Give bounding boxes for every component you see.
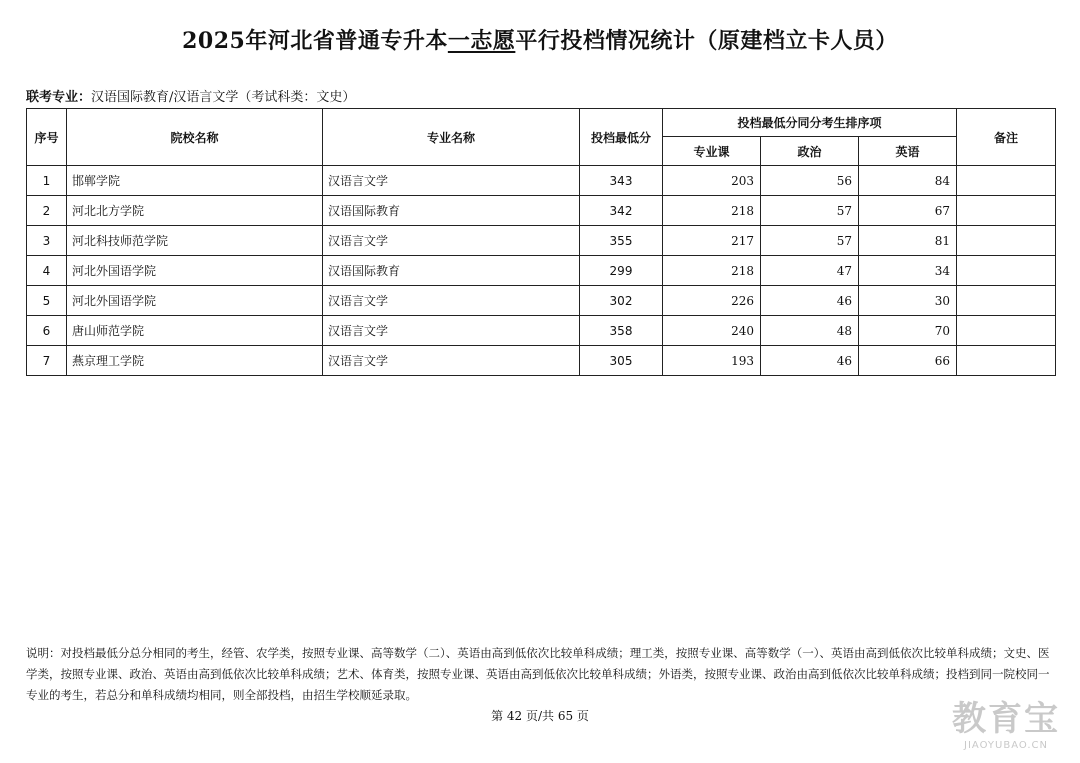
cell-english: 30	[859, 286, 957, 316]
cell-subject: 217	[663, 226, 761, 256]
cell-school: 河北科技师范学院	[67, 226, 323, 256]
cell-school: 邯郸学院	[67, 166, 323, 196]
cell-subject: 240	[663, 316, 761, 346]
admission-table	[26, 108, 1056, 376]
cell-remark	[957, 166, 1056, 196]
table-row	[27, 346, 1056, 376]
cell-major: 汉语言文学	[323, 166, 580, 196]
watermark-logo	[952, 691, 1060, 751]
cell-politics: 57	[761, 196, 859, 226]
cell-remark	[957, 316, 1056, 346]
cell-no: 7	[27, 346, 67, 376]
header-no: 序号	[27, 109, 67, 166]
cell-major: 汉语国际教育	[323, 256, 580, 286]
cell-min-score: 343	[580, 166, 663, 196]
cell-min-score: 302	[580, 286, 663, 316]
title-suffix: 平行投档情况统计（原建档立卡人员）	[515, 28, 898, 54]
table-row	[27, 316, 1056, 346]
cell-major: 汉语言文学	[323, 316, 580, 346]
cell-no: 6	[27, 316, 67, 346]
major-line	[26, 86, 355, 105]
table-row	[27, 226, 1056, 256]
page-number: 第 42 页/共 65 页	[491, 709, 589, 723]
cell-school: 河北外国语学院	[67, 286, 323, 316]
header-school: 院校名称	[67, 109, 323, 166]
header-subject: 专业课	[663, 137, 761, 166]
header-remark: 备注	[957, 109, 1056, 166]
cell-min-score: 305	[580, 346, 663, 376]
title-prefix: 2025年河北省普通专升本	[182, 28, 448, 54]
table-row	[27, 286, 1056, 316]
cell-school: 河北外国语学院	[67, 256, 323, 286]
cell-school: 燕京理工学院	[67, 346, 323, 376]
cell-major: 汉语言文学	[323, 346, 580, 376]
cell-english: 84	[859, 166, 957, 196]
major-value: 汉语国际教育/汉语言文学（考试科类：文史）	[91, 90, 356, 105]
cell-school: 河北北方学院	[67, 196, 323, 226]
cell-subject: 218	[663, 196, 761, 226]
cell-no: 1	[27, 166, 67, 196]
cell-min-score: 358	[580, 316, 663, 346]
cell-politics: 47	[761, 256, 859, 286]
cell-remark	[957, 226, 1056, 256]
cell-english: 34	[859, 256, 957, 286]
cell-subject: 193	[663, 346, 761, 376]
cell-politics: 46	[761, 286, 859, 316]
cell-subject: 218	[663, 256, 761, 286]
cell-english: 66	[859, 346, 957, 376]
cell-politics: 57	[761, 226, 859, 256]
cell-major: 汉语言文学	[323, 226, 580, 256]
header-min-score: 投档最低分	[580, 109, 663, 166]
cell-politics: 48	[761, 316, 859, 346]
cell-politics: 56	[761, 166, 859, 196]
cell-no: 5	[27, 286, 67, 316]
table-row	[27, 196, 1056, 226]
cell-subject: 203	[663, 166, 761, 196]
header-politics: 政治	[761, 137, 859, 166]
cell-remark	[957, 256, 1056, 286]
cell-min-score: 299	[580, 256, 663, 286]
cell-subject: 226	[663, 286, 761, 316]
cell-no: 3	[27, 226, 67, 256]
table-row	[27, 166, 1056, 196]
cell-school: 唐山师范学院	[67, 316, 323, 346]
cell-major: 汉语言文学	[323, 286, 580, 316]
explanation-note: 说明：对投档最低分总分相同的考生，经管、农学类，按照专业课、高等数学（二）、英语由高到低依次比较单科成绩；理工类，按照专业课、高等数学（一）、英语由高到低依次比较单科成绩；文史、医学类，按照专业课、政治、英语由高到低依次比较单科成绩；艺术、体育类，按照专业课、英语由高到低依次比较单科成绩；外语类，按照专业课、政治由高到低依次比较单科成绩；投档到同一院校同一专业的考生，若总分和单科成绩均相同，则全部投档，由招生学校顺延录取。	[26, 646, 1050, 702]
header-tiebreak: 投档最低分同分考生排序项	[663, 109, 957, 137]
watermark-url: JIAOYUBAO.CN	[964, 740, 1048, 751]
cell-no: 4	[27, 256, 67, 286]
title-underlined: 一志愿	[447, 28, 516, 54]
watermark-text: 教育宝	[952, 699, 1060, 739]
cell-english: 67	[859, 196, 957, 226]
header-english: 英语	[859, 137, 957, 166]
cell-english: 81	[859, 226, 957, 256]
cell-no: 2	[27, 196, 67, 226]
major-label: 联考专业：	[26, 90, 92, 105]
cell-remark	[957, 196, 1056, 226]
cell-remark	[957, 286, 1056, 316]
cell-major: 汉语国际教育	[323, 196, 580, 226]
cell-min-score: 355	[580, 226, 663, 256]
cell-politics: 46	[761, 346, 859, 376]
cell-min-score: 342	[580, 196, 663, 226]
table-row	[27, 256, 1056, 286]
cell-remark	[957, 346, 1056, 376]
header-major: 专业名称	[323, 109, 580, 166]
cell-english: 70	[859, 316, 957, 346]
page-title	[0, 24, 1080, 55]
